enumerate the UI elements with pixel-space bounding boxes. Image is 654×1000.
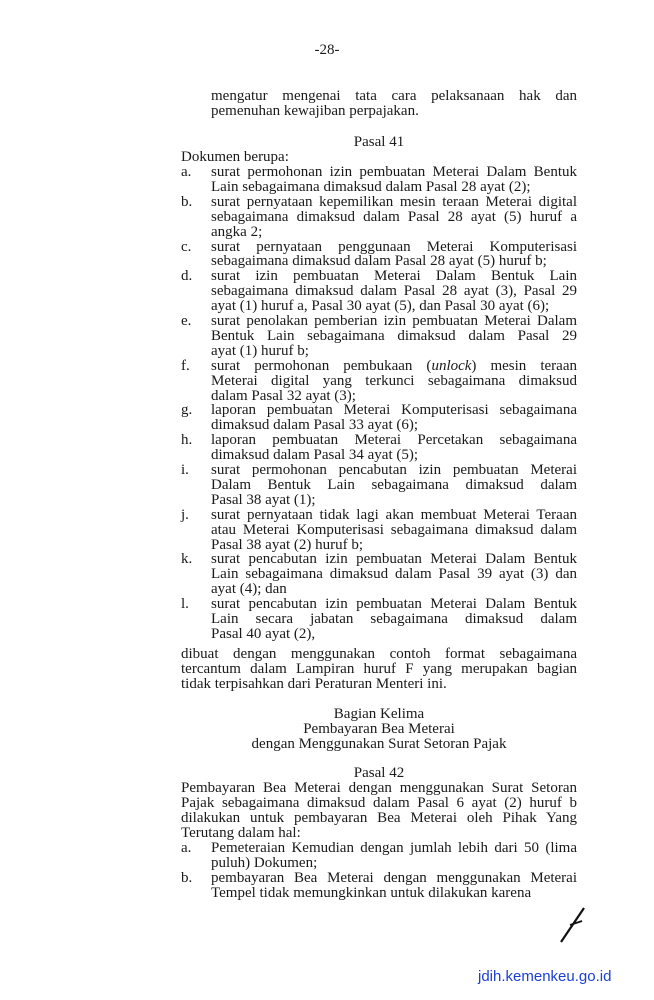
list-item-text: ayat (4); dan <box>211 581 287 598</box>
list-item-text: angka 2; <box>211 223 263 240</box>
list-item-text: atau Meterai Komputerisasi sebagaimana dimaksud dalam <box>211 522 577 538</box>
list-item-text: Bentuk Lain sebagaimana dimaksud dalam Pasal 29 <box>211 328 577 344</box>
list-item-label: j. <box>181 506 189 523</box>
list-item-text: Lain sebagaimana dimaksud dalam Pasal 39 ayat (3) dan <box>211 567 577 583</box>
list-item-text: Lain sebagaimana dimaksud dalam Pasal 28 ayat (2); <box>211 178 531 195</box>
list-item-text: Lain secara jabatan sebagaimana dimaksud dalam <box>211 612 577 627</box>
section-heading: Pembayaran Bea Meterai <box>303 720 455 737</box>
list-item-label: a. <box>181 164 192 180</box>
intro-paragraph: mengatur mengenai tata cara pelaksanaan hak dan <box>211 89 577 104</box>
article-paragraph: Pembayaran Bea Meterai dengan menggunakan Surat Setoran <box>181 781 577 796</box>
article-title: Pasal 41 <box>353 134 405 150</box>
list-item-label: g. <box>181 402 193 419</box>
list-item-label: b. <box>181 869 193 886</box>
intro-paragraph: pemenuhan kewajiban perpajakan. <box>211 102 419 119</box>
list-item-label: i. <box>181 462 189 478</box>
list-item-text: surat izin pembuatan Meterai Dalam Bentuk Lain <box>211 269 577 285</box>
signature-initial-icon <box>558 905 588 945</box>
list-item-text: surat pernyataan tidak lagi akan membuat Meterai Teraan <box>211 507 577 523</box>
list-item-text: Meterai digital yang terkunci sebagaimana dimaksud <box>211 373 577 389</box>
article-paragraph: dilakukan untuk pembayaran Bea Meterai oleh Pihak Yang <box>181 810 577 826</box>
list-item-text: Pasal 38 ayat (1); <box>211 491 316 508</box>
article-paragraph: Terutang dalam hal: <box>181 824 301 841</box>
list-item-text: Tempel tidak memungkinkan untuk dilakukan karena <box>211 884 532 901</box>
list-item-text: puluh) Dokumen; <box>211 854 318 871</box>
article-paragraph: Pajak sebagaimana dimaksud dalam Pasal 6 ayat (2) huruf b <box>181 795 577 811</box>
list-item-text: surat pernyataan penggunaan Meterai Komputerisasi <box>211 239 577 255</box>
section-heading: Bagian Kelima <box>333 706 425 722</box>
list-item-label: b. <box>181 193 193 210</box>
list-item-text: ayat (1) huruf a, Pasal 30 ayat (5), dan Pasal 30 ayat (6); <box>211 298 550 315</box>
list-item-text: surat pencabutan izin pembuatan Meterai Dalam Bentuk <box>211 597 577 613</box>
list-item-text: dalam Pasal 32 ayat (3); <box>211 387 356 404</box>
list-item-text: pembayaran Bea Meterai dengan menggunakan Meterai <box>211 870 577 886</box>
list-item-label: k. <box>181 551 193 568</box>
list-item-text: Pemeteraian Kemudian dengan jumlah lebih dari 50 (lima <box>211 841 577 856</box>
list-item-text: sebagaimana dimaksud dalam Pasal 28 ayat (5) huruf b; <box>211 253 547 270</box>
list-item-text: laporan pembuatan Meterai Percetakan sebagaimana <box>211 433 577 449</box>
list-item-text: surat permohonan izin pembuatan Meterai Dalam Bentuk <box>211 165 577 180</box>
italic-term: unlock <box>431 358 472 374</box>
article-title: Pasal 42 <box>353 765 405 781</box>
closing-paragraph: tidak terpisahkan dari Peraturan Menteri ini. <box>181 675 447 692</box>
list-item-text: laporan pembuatan Meterai Komputerisasi sebagaimana <box>211 403 577 419</box>
list-item-text: Pasal 38 ayat (2) huruf b; <box>211 536 364 553</box>
article-lead: Dokumen berupa: <box>181 149 289 165</box>
list-item-text: surat permohonan pembukaan (unlock) mesin teraan <box>211 358 577 374</box>
list-item-text: surat permohonan pencabutan izin pembuatan Meterai <box>211 463 577 478</box>
closing-paragraph: dibuat dengan menggunakan contoh format sebagaimana <box>181 647 577 662</box>
list-item-text: surat penolakan pemberian izin pembuatan Meterai Dalam <box>211 314 577 329</box>
list-item-label: e. <box>181 313 192 329</box>
list-item-label: h. <box>181 432 193 449</box>
closing-paragraph: tercantum dalam Lampiran huruf F yang merupakan bagian <box>181 661 577 677</box>
list-item-label: c. <box>181 238 192 255</box>
list-item-text: sebagaimana dimaksud dalam Pasal 28 ayat (3), Pasal 29 <box>211 284 577 300</box>
list-item-text: Dalam Bentuk Lain sebagaimana dimaksud dalam <box>211 477 577 493</box>
list-item-text: dimaksud dalam Pasal 34 ayat (5); <box>211 447 419 464</box>
list-item-label: d. <box>181 268 193 285</box>
list-item-text: Pasal 40 ayat (2), <box>211 625 316 642</box>
list-item-text: surat pencabutan izin pembuatan Meterai Dalam Bentuk <box>211 552 577 568</box>
section-heading: dengan Menggunakan Surat Setoran Pajak <box>251 735 507 752</box>
list-item-text: ayat (1) huruf b; <box>211 342 309 359</box>
list-item-text: sebagaimana dimaksud dalam Pasal 28 ayat (5) huruf a <box>211 209 577 225</box>
list-item-label: l. <box>181 596 189 613</box>
list-item-text: dimaksud dalam Pasal 33 ayat (6); <box>211 417 419 434</box>
footer-url: jdih.kemenkeu.go.id <box>478 968 612 985</box>
list-item-label: f. <box>181 357 190 374</box>
list-item-text: surat pernyataan kepemilikan mesin teraan Meterai digital <box>211 194 577 210</box>
list-item-label: a. <box>181 840 192 856</box>
page-number: -28- <box>314 42 340 58</box>
